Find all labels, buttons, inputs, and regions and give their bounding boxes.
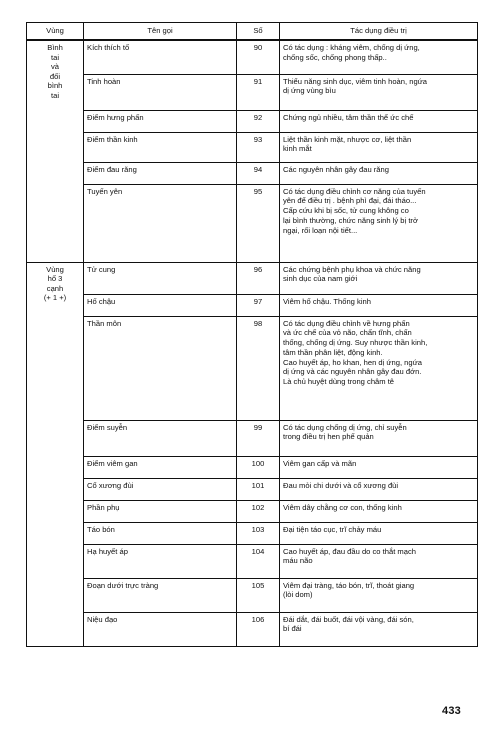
table-header-row <box>27 23 478 41</box>
point-number: 104 <box>237 544 280 578</box>
zone-label-line: bình <box>47 81 63 91</box>
table-row <box>27 420 478 456</box>
point-number: 94 <box>237 162 280 184</box>
effect-line: Viêm hố chậu. Thống kinh <box>283 296 371 306</box>
header-effect: Tác dụng điều trị <box>280 23 478 41</box>
effect-line: bí đái <box>283 624 302 634</box>
acupoint-table <box>26 22 478 647</box>
point-effect <box>280 420 478 456</box>
table-row <box>27 578 478 612</box>
point-number: 93 <box>237 132 280 162</box>
point-effect <box>280 110 478 132</box>
effect-line: Các nguyên nhân gây đau răng <box>283 164 389 174</box>
table-row <box>27 74 478 110</box>
table-row <box>27 262 478 294</box>
effect-line: dị ứng vùng bìu <box>283 86 336 96</box>
zone-label-line: tai <box>50 90 60 100</box>
effect-line: yên để điều trị . bệnh phì đại, đái tháo... <box>283 196 417 206</box>
point-number: 96 <box>237 262 280 294</box>
effect-line: Có tác dụng : kháng viêm, chống dị ứng, <box>283 43 420 52</box>
point-number: 95 <box>237 184 280 262</box>
table-row <box>27 316 478 420</box>
point-effect <box>280 544 478 578</box>
table-row <box>27 456 478 478</box>
point-name: Tử cung <box>84 262 237 294</box>
point-number: 98 <box>237 316 280 420</box>
point-name: Niệu đạo <box>84 612 237 646</box>
effect-line: chống sốc, chống phong thấp.. <box>283 52 387 62</box>
table-row <box>27 522 478 544</box>
point-number: 90 <box>237 40 280 74</box>
point-effect <box>280 522 478 544</box>
effect-line: Đái dắt, đái buốt, đái vội vàng, đái són, <box>283 614 414 624</box>
table-row <box>27 478 478 500</box>
point-name: Điểm suyễn <box>84 420 237 456</box>
point-number: 106 <box>237 612 280 646</box>
point-effect <box>280 456 478 478</box>
point-number: 105 <box>237 578 280 612</box>
effect-line: sinh dục của nam giới <box>283 274 358 284</box>
point-name: Hạ huyết áp <box>84 544 237 578</box>
effect-line: Có tác dụng chống dị ứng, chỉ suyễn <box>283 422 407 432</box>
point-name: Đoạn dưới trực tràng <box>84 578 237 612</box>
point-effect <box>280 578 478 612</box>
zone-label-line: hố 3 <box>47 274 63 284</box>
effect-line: (lòi dom) <box>283 590 313 600</box>
table-row <box>27 500 478 522</box>
point-effect <box>280 500 478 522</box>
effect-line: Liệt thần kinh mặt, nhược cơ, liệt thần <box>283 134 412 144</box>
point-name: Kích thích tố <box>84 40 237 74</box>
zone-cell-triangular-fossa <box>27 262 84 646</box>
point-effect <box>280 478 478 500</box>
effect-line: Thiểu năng sinh dục, viêm tinh hoàn, ngứa <box>283 76 427 86</box>
table-row <box>27 544 478 578</box>
zone-label-line: Vùng <box>46 264 64 274</box>
point-effect <box>280 262 478 294</box>
effect-line: Cao huyết áp, ho khan, hen dị ứng, ngứa <box>283 357 422 367</box>
zone-label-line: cạnh <box>46 283 64 293</box>
point-name: Tinh hoàn <box>84 74 237 110</box>
point-name: Cổ xương đùi <box>84 478 237 500</box>
effect-line: tâm thần phân liệt, động kinh. <box>283 347 383 357</box>
effect-line: Các chứng bệnh phụ khoa và chức năng <box>283 264 421 274</box>
table-row <box>27 110 478 132</box>
point-name: Hố chậu <box>84 294 237 316</box>
table-row <box>27 162 478 184</box>
point-name: Táo bón <box>84 522 237 544</box>
table-body <box>27 40 478 646</box>
point-number: 102 <box>237 500 280 522</box>
point-name: Tuyến yên <box>84 184 237 262</box>
zone-label-line: (+ 1 +) <box>43 293 67 303</box>
point-effect <box>280 294 478 316</box>
point-effect <box>280 612 478 646</box>
point-number: 103 <box>237 522 280 544</box>
header-name: Tên gọi <box>84 23 237 41</box>
point-effect <box>280 132 478 162</box>
effect-line: Viêm đại tràng, táo bón, trĩ, thoát giang <box>283 580 415 590</box>
table-row <box>27 132 478 162</box>
effect-line: Cao huyết áp, đau đầu do co thắt mạch <box>283 546 416 556</box>
zone-label-line: đối <box>49 71 61 81</box>
point-number: 100 <box>237 456 280 478</box>
point-name: Điểm viêm gan <box>84 456 237 478</box>
effect-line: và ức chế của vỏ não, chấn tĩnh, chấn <box>283 328 412 338</box>
effect-line: Là chủ huyệt dùng trong châm tê <box>283 377 395 387</box>
effect-line: Viêm gan cấp và mãn <box>283 458 357 468</box>
effect-line: Có tác dụng điều chỉnh về hưng phấn <box>283 318 410 328</box>
zone-label-line: tai <box>50 52 60 62</box>
table-row <box>27 184 478 262</box>
effect-line: lại bình thường, chức năng sinh lý bị trở <box>283 215 418 225</box>
point-name: Điểm hưng phấn <box>84 110 237 132</box>
effect-line: ngại, rối loạn nội tiết... <box>283 225 358 235</box>
effect-line: Đại tiện táo cục, trĩ chảy máu <box>283 524 382 534</box>
point-number: 97 <box>237 294 280 316</box>
effect-line: Có tác dụng điều chỉnh cơ năng của tuyến <box>283 186 426 196</box>
point-name: Phần phụ <box>84 500 237 522</box>
point-effect <box>280 162 478 184</box>
point-name: Điểm đau răng <box>84 162 237 184</box>
point-number: 92 <box>237 110 280 132</box>
header-number: Số <box>237 23 280 41</box>
point-name: Điểm thần kinh <box>84 132 237 162</box>
effect-line: dị ứng và các nguyên nhân gây đau đớn. <box>283 367 422 377</box>
zone-cell-ear <box>27 40 84 262</box>
effect-line: Viêm dây chằng cơ con, thống kinh <box>283 502 402 512</box>
point-effect <box>280 184 478 262</box>
effect-line: kinh mắt <box>283 144 312 154</box>
zone-label-line: Bình <box>47 43 63 52</box>
point-number: 91 <box>237 74 280 110</box>
table-row <box>27 294 478 316</box>
point-number: 99 <box>237 420 280 456</box>
table-row <box>27 612 478 646</box>
zone-label-line: và <box>50 62 60 72</box>
effect-line: Chứng ngủ nhiều, tâm thần thể ức chế <box>283 112 414 122</box>
effect-line: máu não <box>283 556 313 566</box>
page-number: 433 <box>442 705 461 717</box>
header-zone: Vùng <box>27 23 84 41</box>
effect-line: trong điều trị hen phế quản <box>283 432 374 442</box>
effect-line: Cấp cứu khi bị sốc, tử cung không co <box>283 206 409 216</box>
effect-line: Đau mỏi chi dưới và cổ xương đùi <box>283 480 399 490</box>
point-effect <box>280 40 478 74</box>
effect-line: thống, chống dị ứng. Suy nhược thần kinh, <box>283 338 428 348</box>
point-effect <box>280 74 478 110</box>
table-row <box>27 40 478 74</box>
point-effect <box>280 316 478 420</box>
point-name: Thần môn <box>84 316 237 420</box>
point-number: 101 <box>237 478 280 500</box>
